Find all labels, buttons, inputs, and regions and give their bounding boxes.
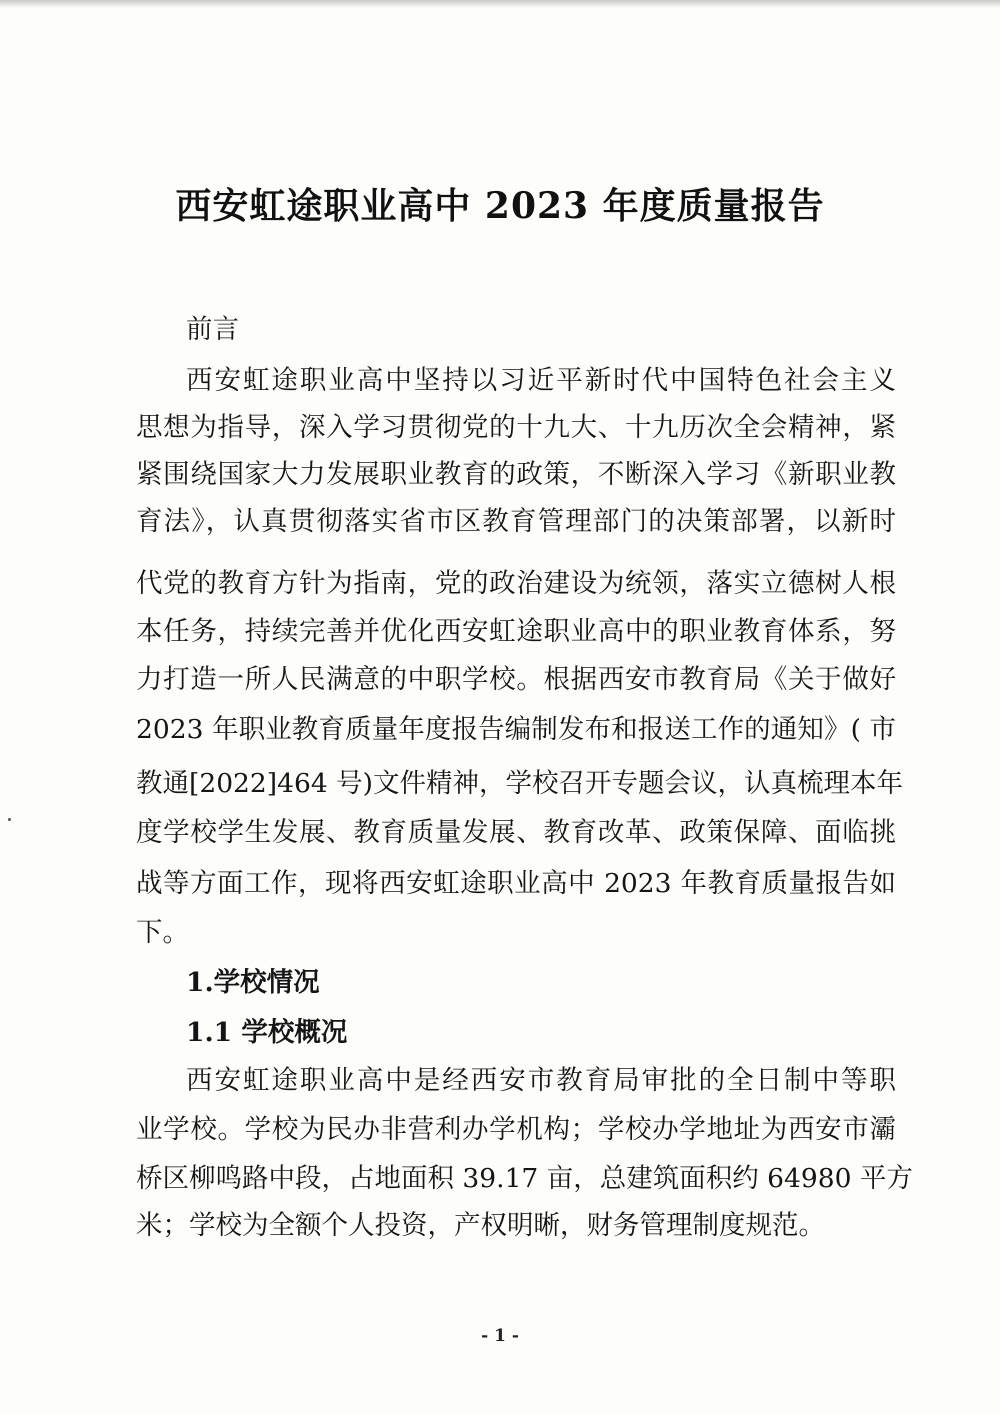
document-title: 西安虹途职业高中 2023 年度质量报告	[175, 185, 825, 227]
section-heading: 1.学校情况	[186, 967, 320, 998]
preface-line: 教通[2022]464 号)文件精神，学校召开专题会议，认真梳理本年	[136, 768, 903, 799]
preface-line: 度学校学生发展、教育质量发展、教育改革、政策保障、面临挑	[136, 817, 896, 848]
preface-line: 本任务，持续完善并优化西安虹途职业高中的职业教育体系，努	[136, 616, 896, 647]
preface-line: 紧围绕国家大力发展职业教育的政策，不断深入学习《新职业教	[136, 459, 896, 490]
preface-line: 战等方面工作，现将西安虹途职业高中 2023 年教育质量报告如	[136, 868, 896, 899]
preface-line: 下。	[136, 917, 189, 948]
preface-line: 代党的教育方针为指南，党的政治建设为统领，落实立德树人根	[136, 568, 896, 599]
body-line: 业学校。学校为民办非营利办学机构；学校办学地址为西安市灞	[136, 1114, 896, 1145]
page-number: - 1 -	[481, 1326, 519, 1346]
scan-edge-shadow	[0, 0, 1000, 8]
body-line: 米；学校为全额个人投资，产权明晰，财务管理制度规范。	[136, 1210, 825, 1241]
preface-heading: 前言	[186, 314, 239, 345]
preface-line: 2023 年职业教育质量年度报告编制发布和报送工作的通知》( 市	[136, 714, 896, 745]
scan-speck	[8, 818, 11, 821]
body-line: 桥区柳鸣路中段，占地面积 39.17 亩，总建筑面积约 64980 平方	[136, 1163, 913, 1194]
preface-line: 育法》，认真贯彻落实省市区教育管理部门的决策部署，以新时	[136, 506, 896, 537]
subsection-heading: 1.1 学校概况	[186, 1017, 348, 1048]
body-line: 西安虹途职业高中是经西安市教育局审批的全日制中等职	[186, 1065, 896, 1096]
preface-line: 力打造一所人民满意的中职学校。根据西安市教育局《关于做好	[136, 664, 896, 695]
preface-line: 思想为指导，深入学习贯彻党的十九大、十九历次全会精神，紧	[136, 412, 896, 443]
preface-line: 西安虹途职业高中坚持以习近平新时代中国特色社会主义	[186, 365, 896, 396]
